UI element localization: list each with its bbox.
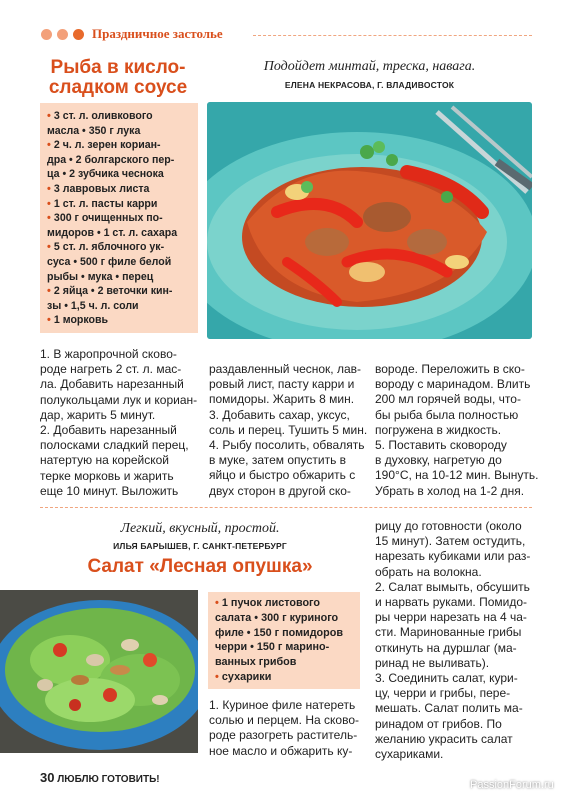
- recipe1-column-3: [375, 362, 538, 499]
- magazine-name: ЛЮБЛЮ ГОТОВИТЬ!: [57, 774, 160, 785]
- text-line: 5. Поставить сковороду: [375, 438, 507, 453]
- recipe1-column-1: [40, 347, 197, 499]
- text-line: рицу до готовности (около: [375, 519, 522, 533]
- text-line: ринадом от грибов. По: [375, 716, 502, 731]
- ingredient-line: • 2 яйца • 2 веточки кин-: [47, 285, 173, 298]
- text-line: сти. Маринованные грибы: [375, 625, 522, 640]
- text-line: вороде. Переложить в ско-: [375, 362, 525, 376]
- recipe2-author: ИЛЬЯ БАРЫШЕВ, Г. САНКТ-ПЕТЕРБУРГ: [113, 541, 287, 551]
- text-line: раздавленный чеснок, лав-: [209, 362, 362, 376]
- ingredient-line: суса • 500 г филе белой: [47, 255, 172, 268]
- text-line: обрать на волокна.: [375, 564, 482, 579]
- text-line: Убрать в холод на 1-2 дня.: [375, 483, 525, 498]
- text-line: 2. Салат вымыть, обсушить: [375, 579, 530, 594]
- watermark: PassionForum.ru: [470, 779, 554, 791]
- text-line: бы рыба была полностью: [375, 407, 519, 422]
- ingredient-line: ца • 2 зубчика чеснока: [47, 168, 164, 181]
- text-line: роде нагреть 2 ст. л. мас-: [40, 362, 182, 377]
- recipe-divider: [40, 507, 532, 508]
- page-number: 30: [40, 770, 55, 785]
- text-line: еще 10 минут. Выложить: [40, 483, 179, 498]
- text-line: 1. Куриное филе натереть: [209, 698, 356, 712]
- text-line: 15 минут). Затем остудить,: [375, 534, 526, 549]
- ingredient-line: масла • 350 г лука: [47, 124, 141, 137]
- text-line: терке морковь и жарить: [40, 468, 174, 483]
- recipe2-ingredients: [208, 592, 360, 689]
- text-line: 3. Соединить салат, кури-: [375, 671, 518, 686]
- text-line: двух сторон в другой ско-: [209, 483, 351, 498]
- text-line: и нарвать руками. Помидо-: [375, 595, 528, 610]
- text-line: полосками сладкий перец,: [40, 438, 189, 453]
- fish-dish-illustration: [207, 102, 532, 339]
- ingredient-line: черри • 150 г марино-: [215, 641, 330, 654]
- text-line: ры черри нарезать на 4 ча-: [375, 610, 527, 625]
- text-line: ное масло и обжарить ку-: [209, 743, 353, 758]
- ingredient-line: • 2 ч. л. зерен кориан-: [47, 139, 161, 152]
- ingredient-line: • 1 ст. л. пасты карри: [47, 197, 158, 210]
- ingredient-line: мидоров • 1 ст. л. сахара: [47, 226, 178, 239]
- ingredient-line: зы • 1,5 ч. л. соли: [47, 299, 139, 312]
- recipe1-column-2: [209, 362, 367, 499]
- text-line: 4. Рыбу посолить, обвалять: [209, 438, 365, 453]
- text-line: полукольцами лук и кориан-: [40, 392, 198, 407]
- section-dots: [41, 27, 89, 45]
- fish-dish-photo: [207, 102, 532, 339]
- text-line: 2. Добавить нарезанный: [40, 423, 177, 438]
- text-line: вороду с маринадом. Влить: [375, 377, 531, 392]
- dot-icon: [57, 29, 68, 40]
- dot-icon: [73, 29, 84, 40]
- text-line: откинуть на дуршлаг (ма-: [375, 640, 517, 655]
- text-line: нарезать кубиками или раз-: [375, 549, 531, 564]
- salad-illustration: [0, 590, 198, 753]
- title-line: Рыба в кисло-: [50, 57, 186, 78]
- text-line: дар, жарить 5 минут.: [40, 407, 156, 422]
- ingredient-line: салата • 300 г куриного: [215, 611, 339, 624]
- text-line: ла. Добавить нарезанный: [40, 377, 184, 392]
- ingredient-line: филе • 150 г помидоров: [215, 626, 343, 639]
- text-line: ринад не выливать).: [375, 655, 490, 670]
- page-footer: [40, 770, 160, 785]
- dot-icon: [41, 29, 52, 40]
- recipe1-ingredients: [40, 103, 198, 333]
- ingredient-line: • 1 пучок листового: [215, 597, 321, 609]
- text-line: 1. В жаропрочной сково-: [40, 347, 177, 361]
- ingredient-line: • сухарики: [215, 670, 272, 683]
- text-line: роде разогреть раститель-: [209, 728, 358, 743]
- text-line: ровый лист, пасту карри и: [209, 377, 355, 392]
- text-line: соль и перец. Тушить 5 мин.: [209, 422, 368, 437]
- header-divider: [253, 35, 532, 36]
- ingredient-line: • 3 лавровых листа: [47, 182, 150, 195]
- recipe2-column-3: [375, 519, 530, 762]
- recipe1-subtitle: Подойдет минтай, треска, навага.: [263, 59, 476, 74]
- text-line: погружена в жидкость.: [375, 422, 502, 437]
- text-line: 190°С, на 10-12 мин. Вынуть.: [375, 468, 539, 483]
- ingredient-line: • 3 ст. л. оливкового: [47, 110, 153, 122]
- text-line: цу, черри и грибы, пере-: [375, 686, 511, 701]
- ingredient-line: • 5 ст. л. яблочного ук-: [47, 241, 165, 254]
- text-line: помидоры. Жарить 8 мин.: [209, 392, 355, 407]
- salad-photo: [0, 590, 198, 753]
- text-line: солью и перцем. На сково-: [209, 713, 359, 728]
- ingredient-line: рыбы • мука • перец: [47, 270, 154, 283]
- ingredient-line: • 300 г очищенных по-: [47, 212, 163, 225]
- text-line: натертую на корейской: [40, 453, 169, 468]
- text-line: сухариками.: [375, 747, 444, 762]
- recipe1-author: ЕЛЕНА НЕКРАСОВА, Г. ВЛАДИВОСТОК: [284, 80, 455, 90]
- recipe2-column-2: [209, 698, 359, 759]
- recipe2-title: Салат «Лесная опушка»: [87, 556, 313, 577]
- recipe1-title: [38, 58, 198, 98]
- text-line: 3. Добавить сахар, уксус,: [209, 407, 350, 422]
- text-line: желанию украсить салат: [375, 731, 513, 746]
- text-line: 200 мл горячей воды, что-: [375, 392, 521, 407]
- text-line: яйцо и быстро обжарить с: [209, 468, 356, 483]
- text-line: мешать. Салат полить ма-: [375, 701, 523, 716]
- section-title: Праздничное застолье: [92, 26, 223, 41]
- ingredient-line: ванных грибов: [215, 656, 297, 669]
- ingredient-line: • 1 морковь: [47, 314, 109, 327]
- title-line: сладком соусе: [48, 77, 188, 98]
- text-line: в муке, затем опустить в: [209, 453, 347, 468]
- text-line: в духовку, нагретую до: [375, 453, 502, 468]
- ingredient-line: дра • 2 болгарского пер-: [47, 153, 175, 166]
- recipe2-subtitle: Легкий, вкусный, простой.: [120, 521, 280, 536]
